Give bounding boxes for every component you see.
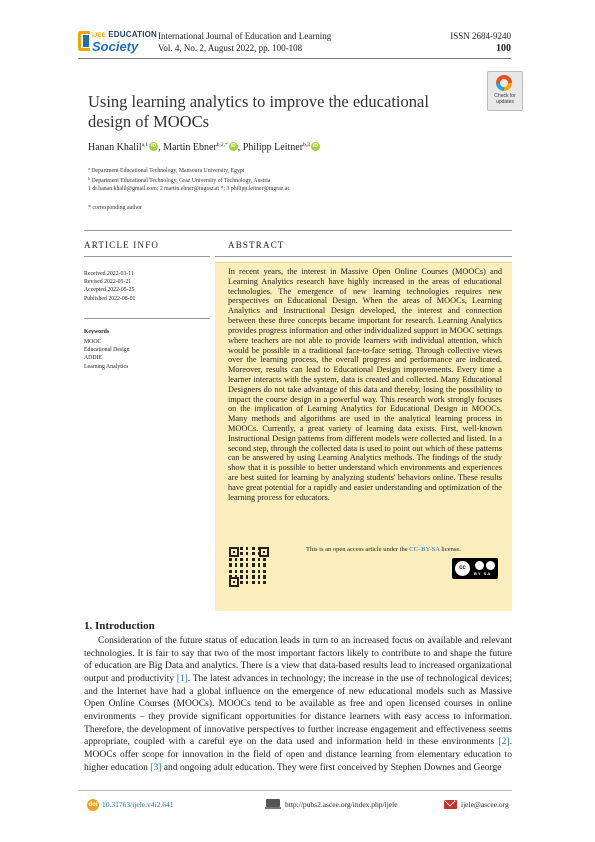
author-name: Martin Ebner	[163, 142, 217, 153]
author-sup: a,1	[141, 142, 149, 148]
check-line1: Check for	[494, 93, 516, 99]
citation-link[interactable]: [1]	[176, 672, 188, 684]
logo-line1: EDUCATION	[108, 30, 158, 39]
keyword: MOOC	[84, 339, 102, 345]
article-dates	[84, 270, 135, 303]
keyword: ADDIE	[84, 355, 103, 362]
divider	[84, 256, 210, 257]
keywords-heading: Keywords	[84, 329, 110, 335]
date-revised: Revised 2022-05-21	[84, 279, 132, 286]
logo-prefix: IJEE	[92, 33, 106, 39]
orcid-icon[interactable]: iD	[151, 143, 157, 149]
divider	[215, 256, 512, 257]
divider	[84, 318, 210, 319]
citation-link[interactable]: [2]	[498, 736, 510, 748]
article-title: Using learning analytics to improve the educational design of MOOCs	[88, 92, 429, 131]
affiliation: $^b$ Department Educational Technology, Graz University of Technology, Austria	[88, 176, 271, 184]
journal-issn: ISSN 2684-9240	[450, 31, 511, 41]
journal-volume: Vol. 4, No. 2, August 2022, pp. 100-108	[158, 43, 303, 53]
introduction-body: Consideration of the future status of education leads in turn to an increased focus on available and relevant technologies. It is fair to say that two of the most important factors likely to contribute to and shape the future of education are Big Data and analytics. There is a view that data-based results lead to increased organizational output and productivity [1]. The latest advances in technology; the increase in the use of technological devices; and the Internet have had a global influence on the emergence of new educational models such as Massive Open Online Courses (MOOCs). MOOCs tend to be available as free and open licensed courses in online environments – they provide significant opportunities for distance learners with easy access to information. Therefore, the development of innovative perspectives to further increase engagement and effectiveness seems appropriate, coupled with a careful eye on the data used and information held in these environments [2]. MOOCs offer scope for innovation in the field of open and distance learning from elementary education to higher education [3] and ongoing adult education. They were first conceived by Stephen Downes and George	[84, 635, 513, 773]
email-link[interactable]: ijele@ascee.org	[461, 800, 509, 809]
doi-link[interactable]: 10.31763/ijele.v4i2.641	[102, 800, 174, 809]
author-sup: b,3	[303, 142, 310, 148]
affiliation: $^a$ Department Educational Technology, Mansoura University, Egypt	[88, 166, 245, 174]
email-icon	[444, 800, 457, 809]
section-heading: 1. Introduction	[84, 620, 155, 632]
logo-line2: Society	[92, 39, 139, 54]
website-icon	[266, 799, 280, 810]
author-sup: b,2,*	[216, 142, 228, 148]
orcid-icon[interactable]: iD	[230, 143, 236, 149]
check-for-updates-badge[interactable]	[487, 71, 523, 111]
keyword: Learning Analytics	[84, 363, 129, 370]
divider	[84, 230, 512, 231]
author-name: Philipp Leitner	[242, 142, 304, 153]
qr-code	[229, 547, 269, 587]
crossmark-icon	[496, 75, 512, 91]
date-received: Received 2022-03-11	[84, 271, 134, 277]
corresponding-note: * corresponding author	[88, 205, 142, 211]
footer-divider	[78, 790, 512, 791]
date-published: Published 2022-08-01	[84, 295, 136, 302]
journal-logo	[78, 27, 158, 57]
citation-link[interactable]: [3]	[150, 761, 162, 773]
doi-icon: doi	[87, 799, 99, 811]
license-link[interactable]: CC–BY-SA	[409, 546, 440, 553]
keywords-list	[84, 338, 130, 371]
page-number: 100	[496, 43, 511, 54]
keyword: Educational Design	[84, 347, 130, 354]
abstract-text: In recent years, the interest in Massive Open Online Courses (MOOCs) and Learning Analytics research have highly increased in the areas of educational technologies. The emergence of new learning technologies requires new perspectives on Educational Design. When the areas of MOOCs, Learning Analytics and Instructional Design developed, the interest and connection between these three concepts became important for research. Learning Analytics provides progress information and other individualized support in MOOC settings where teachers are not able to provide learners with individual attention, which would be possible in a traditional face-to-face setting. Through collective views over the learning process, the overall progress and performance are indicated. Moreover, results can lead to Educational Design improvements. Every time a learner interacts with the system, data is created and collected. Many Educational Designers do not take advantage of this data and thereby, losing the possibility to impact the course design in a powerful way. This research work strongly focuses on the implication of Learning Analytics for Educational Design in MOOCs. Many methods and algorithms are used in the analytical learning process in MOOCs. Currently, a great variety of learning data exists. First, well-known Instructional Design patterns from different models were collected and listed. In a second step, through the collected data is used to point out which of these patterns can be answered by using Learning Analytics methods. The findings of the study show that it is possible to better understand which environments and experiences are best suited for learning by analyzing students' behaviors online. These results have great potential for a rapidly and easier understanding and optimization of the learning process for educators.	[228, 267, 502, 502]
article-info-heading: ARTICLE INFO	[84, 240, 160, 250]
website-link[interactable]: http://pubs2.ascee.org/index.php/ijele	[285, 800, 398, 809]
orcid-icon[interactable]: iD	[312, 143, 318, 149]
header-divider	[78, 58, 511, 59]
author-name: Hanan Khalil	[88, 142, 142, 153]
date-accepted: Accepted 2022-05-25	[84, 287, 135, 294]
author-list: Hanan Khalil$^{a,1}$ iD , Martin Ebner$^{b,2,*}$ iD , Philipp Leitner$^{b,3}$ iD	[88, 142, 318, 153]
check-line2: updates	[496, 99, 514, 105]
open-access-note: This is an open access article under the CC–BY-SA license.	[306, 546, 461, 553]
author-emails: 1 dr.hanan.khalil@gmail.com; 2 martin.ebner@tugraz.at *; 3 philipp.leitner@tugraz.at	[88, 186, 289, 192]
journal-name: International Journal of Education and Learning	[158, 31, 332, 41]
abstract-heading: ABSTRACT	[228, 240, 285, 250]
cc-by-sa-icon[interactable]: cc BY SA	[452, 558, 498, 579]
